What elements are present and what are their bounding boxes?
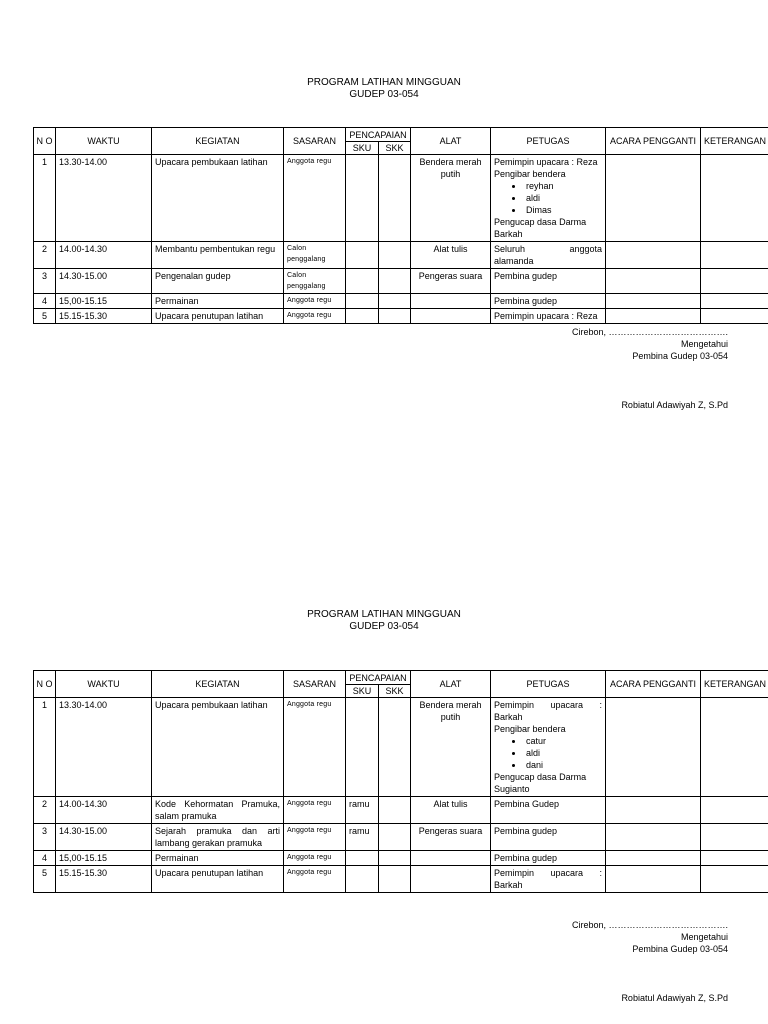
table-row [34,269,768,294]
row-sku [346,294,379,309]
table-row [34,294,768,309]
signature-role: Pembina Gudep 03-054 [632,351,728,361]
row-alat [411,851,491,866]
row-sasaran: Anggota regu [284,866,346,893]
row-acara-pengganti [606,155,701,242]
row-waktu: 13.30-14.00 [56,698,152,797]
row-skk [379,309,411,324]
row-alat: Pengeras suara [411,824,491,851]
row-kegiatan: Sejarah pramuka dan arti lambang gerakan pramuka [152,824,284,851]
signature-name-1 [621,399,728,411]
header-petugas: PETUGAS [491,128,606,155]
program-subtitle: GUDEP 03-054 [349,89,419,100]
petugas-pemimpin: Pemimpin upacara : Barkah [494,700,603,722]
row-petugas: Pemimpin upacara : Reza [491,309,606,324]
row-keterangan [701,294,768,309]
row-alat: Alat tulis [411,797,491,824]
row-petugas: Pembina gudep [491,294,606,309]
list-item: • aldi [524,747,602,759]
row-waktu: 14.30-15.00 [56,269,152,294]
row-kegiatan: Permainan [152,851,284,866]
row-waktu: 15,00-15.15 [56,851,152,866]
list-item: • Dimas [524,204,602,216]
signature-mengetahui: Mengetahui [680,339,728,349]
row-petugas: Pembina gudep [491,851,606,866]
petugas-pengibar: Pengibar bendera [494,169,566,179]
row-kegiatan: Upacara pembukaan latihan [152,155,284,242]
row-alat [411,294,491,309]
row-sasaran: Anggota regu [284,824,346,851]
row-kegiatan: Upacara pembukaan latihan [152,698,284,797]
list-item: • dani [524,759,602,771]
row-acara-pengganti [606,294,701,309]
petugas-names [494,735,602,771]
row-no: 5 [34,866,56,893]
row-acara-pengganti [606,698,701,797]
row-skk [379,797,411,824]
signature-place-date: Cirebon, …………………………………. [571,920,728,930]
header-pencapaian: PENCAPAIAN [346,671,411,685]
row-alat [411,309,491,324]
row-sku: ramu [346,824,379,851]
row-sasaran: Anggota regu [284,797,346,824]
table-row [34,155,768,242]
signature-block-1 [572,326,728,362]
header-kegiatan: KEGIATAN [152,671,284,698]
row-sku [346,309,379,324]
row-keterangan [701,824,768,851]
row-petugas: Seluruh anggota alamanda [491,242,606,269]
row-petugas: Pembina Gudep [491,797,606,824]
row-no: 1 [34,698,56,797]
row-alat: Bendera merah putih [411,698,491,797]
row-sasaran: Anggota regu [284,309,346,324]
row-acara-pengganti [606,824,701,851]
row-no: 4 [34,294,56,309]
petugas-pengibar: Pengibar bendera [494,724,566,734]
row-waktu: 14.00-14.30 [56,797,152,824]
program-subtitle: GUDEP 03-054 [349,621,419,632]
row-sasaran: Calon penggalang [284,242,346,269]
signature-name: Robiatul Adawiyah Z, S.Pd [621,993,728,1003]
petugas-pemimpin: Pemimpin upacara : Reza [494,157,598,167]
row-sasaran: Anggota regu [284,698,346,797]
header-petugas: PETUGAS [491,671,606,698]
row-waktu: 15,00-15.15 [56,294,152,309]
row-kegiatan: Upacara penutupan latihan [152,866,284,893]
header-sku: SKU [346,142,379,155]
petugas-pengucap: Pengucap dasa Darma Barkah [494,217,587,239]
row-sku [346,269,379,294]
row-waktu: 13.30-14.00 [56,155,152,242]
signature-name-2 [621,992,728,1004]
header-sasaran: SASARAN [284,128,346,155]
header-no: N O [34,128,56,155]
header-keterangan: KETERANGAN [701,128,768,155]
signature-block-2 [572,919,728,955]
row-skk [379,294,411,309]
row-no: 2 [34,797,56,824]
header-waktu: WAKTU [56,671,152,698]
header-waktu: WAKTU [56,128,152,155]
row-no: 5 [34,309,56,324]
row-acara-pengganti [606,269,701,294]
row-petugas: Pembina gudep [491,824,606,851]
row-sku [346,866,379,893]
row-skk [379,698,411,797]
header-keterangan: KETERANGAN [701,671,768,698]
table-row [34,866,768,893]
row-sku: ramu [346,797,379,824]
row-skk [379,269,411,294]
row-sku [346,698,379,797]
row-petugas: Pemimpin upacara : Barkah [491,866,606,893]
row-sku [346,242,379,269]
row-sku [346,155,379,242]
row-keterangan [701,242,768,269]
row-petugas [491,698,606,797]
petugas-pengucap: Pengucap dasa Darma Sugianto [494,772,587,794]
row-kegiatan: Permainan [152,294,284,309]
row-keterangan [701,269,768,294]
row-keterangan [701,698,768,797]
program-2-table [33,670,768,893]
row-waktu: 14.00-14.30 [56,242,152,269]
row-acara-pengganti [606,797,701,824]
list-item: • reyhan [524,180,602,192]
row-petugas [491,155,606,242]
signature-role: Pembina Gudep 03-054 [632,944,728,954]
header-kegiatan: KEGIATAN [152,128,284,155]
row-sku [346,851,379,866]
row-no: 1 [34,155,56,242]
row-keterangan [701,851,768,866]
header-skk: SKK [379,142,411,155]
list-item: • catur [524,735,602,747]
program-2-title [0,609,768,633]
header-alat: ALAT [411,128,491,155]
row-sasaran: Anggota regu [284,294,346,309]
row-no: 2 [34,242,56,269]
row-skk [379,155,411,242]
header-sasaran: SASARAN [284,671,346,698]
table-row [34,309,768,324]
row-sasaran: Calon penggalang [284,269,346,294]
row-alat: Bendera merah putih [411,155,491,242]
header-acara-pengganti: ACARA PENGGANTI [606,671,701,698]
signature-place-date: Cirebon, …………………………………. [571,327,728,337]
row-kegiatan: Kode Kehormatan Pramuka, salam pramuka [152,797,284,824]
header-no: N O [34,671,56,698]
signature-name: Robiatul Adawiyah Z, S.Pd [621,400,728,410]
row-acara-pengganti [606,242,701,269]
table-row [34,851,768,866]
row-acara-pengganti [606,866,701,893]
header-sku: SKU [346,685,379,698]
row-alat: Alat tulis [411,242,491,269]
row-kegiatan: Upacara penutupan latihan [152,309,284,324]
row-skk [379,242,411,269]
row-no: 4 [34,851,56,866]
row-kegiatan: Membantu pembentukan regu [152,242,284,269]
signature-mengetahui: Mengetahui [680,932,728,942]
program-1-table [33,127,768,324]
program-title: PROGRAM LATIHAN MINGGUAN [307,609,461,620]
table-row [34,698,768,797]
header-pencapaian: PENCAPAIAN [346,128,411,142]
row-alat: Pengeras suara [411,269,491,294]
row-skk [379,866,411,893]
row-sasaran: Anggota regu [284,155,346,242]
program-1-title [0,77,768,101]
row-waktu: 15.15-15.30 [56,866,152,893]
row-waktu: 15.15-15.30 [56,309,152,324]
row-keterangan [701,866,768,893]
header-skk: SKK [379,685,411,698]
header-alat: ALAT [411,671,491,698]
program-title: PROGRAM LATIHAN MINGGUAN [307,77,461,88]
table-row [34,797,768,824]
row-no: 3 [34,824,56,851]
row-keterangan [701,309,768,324]
row-no: 3 [34,269,56,294]
row-waktu: 14.30-15.00 [56,824,152,851]
row-acara-pengganti [606,309,701,324]
header-acara-pengganti: ACARA PENGGANTI [606,128,701,155]
list-item: • aldi [524,192,602,204]
petugas-names [494,180,602,216]
row-skk [379,851,411,866]
row-keterangan [701,797,768,824]
row-kegiatan: Pengenalan gudep [152,269,284,294]
row-keterangan [701,155,768,242]
table-row [34,824,768,851]
row-petugas: Pembina gudep [491,269,606,294]
table-row [34,242,768,269]
row-skk [379,824,411,851]
row-sasaran: Anggota regu [284,851,346,866]
row-alat [411,866,491,893]
row-acara-pengganti [606,851,701,866]
